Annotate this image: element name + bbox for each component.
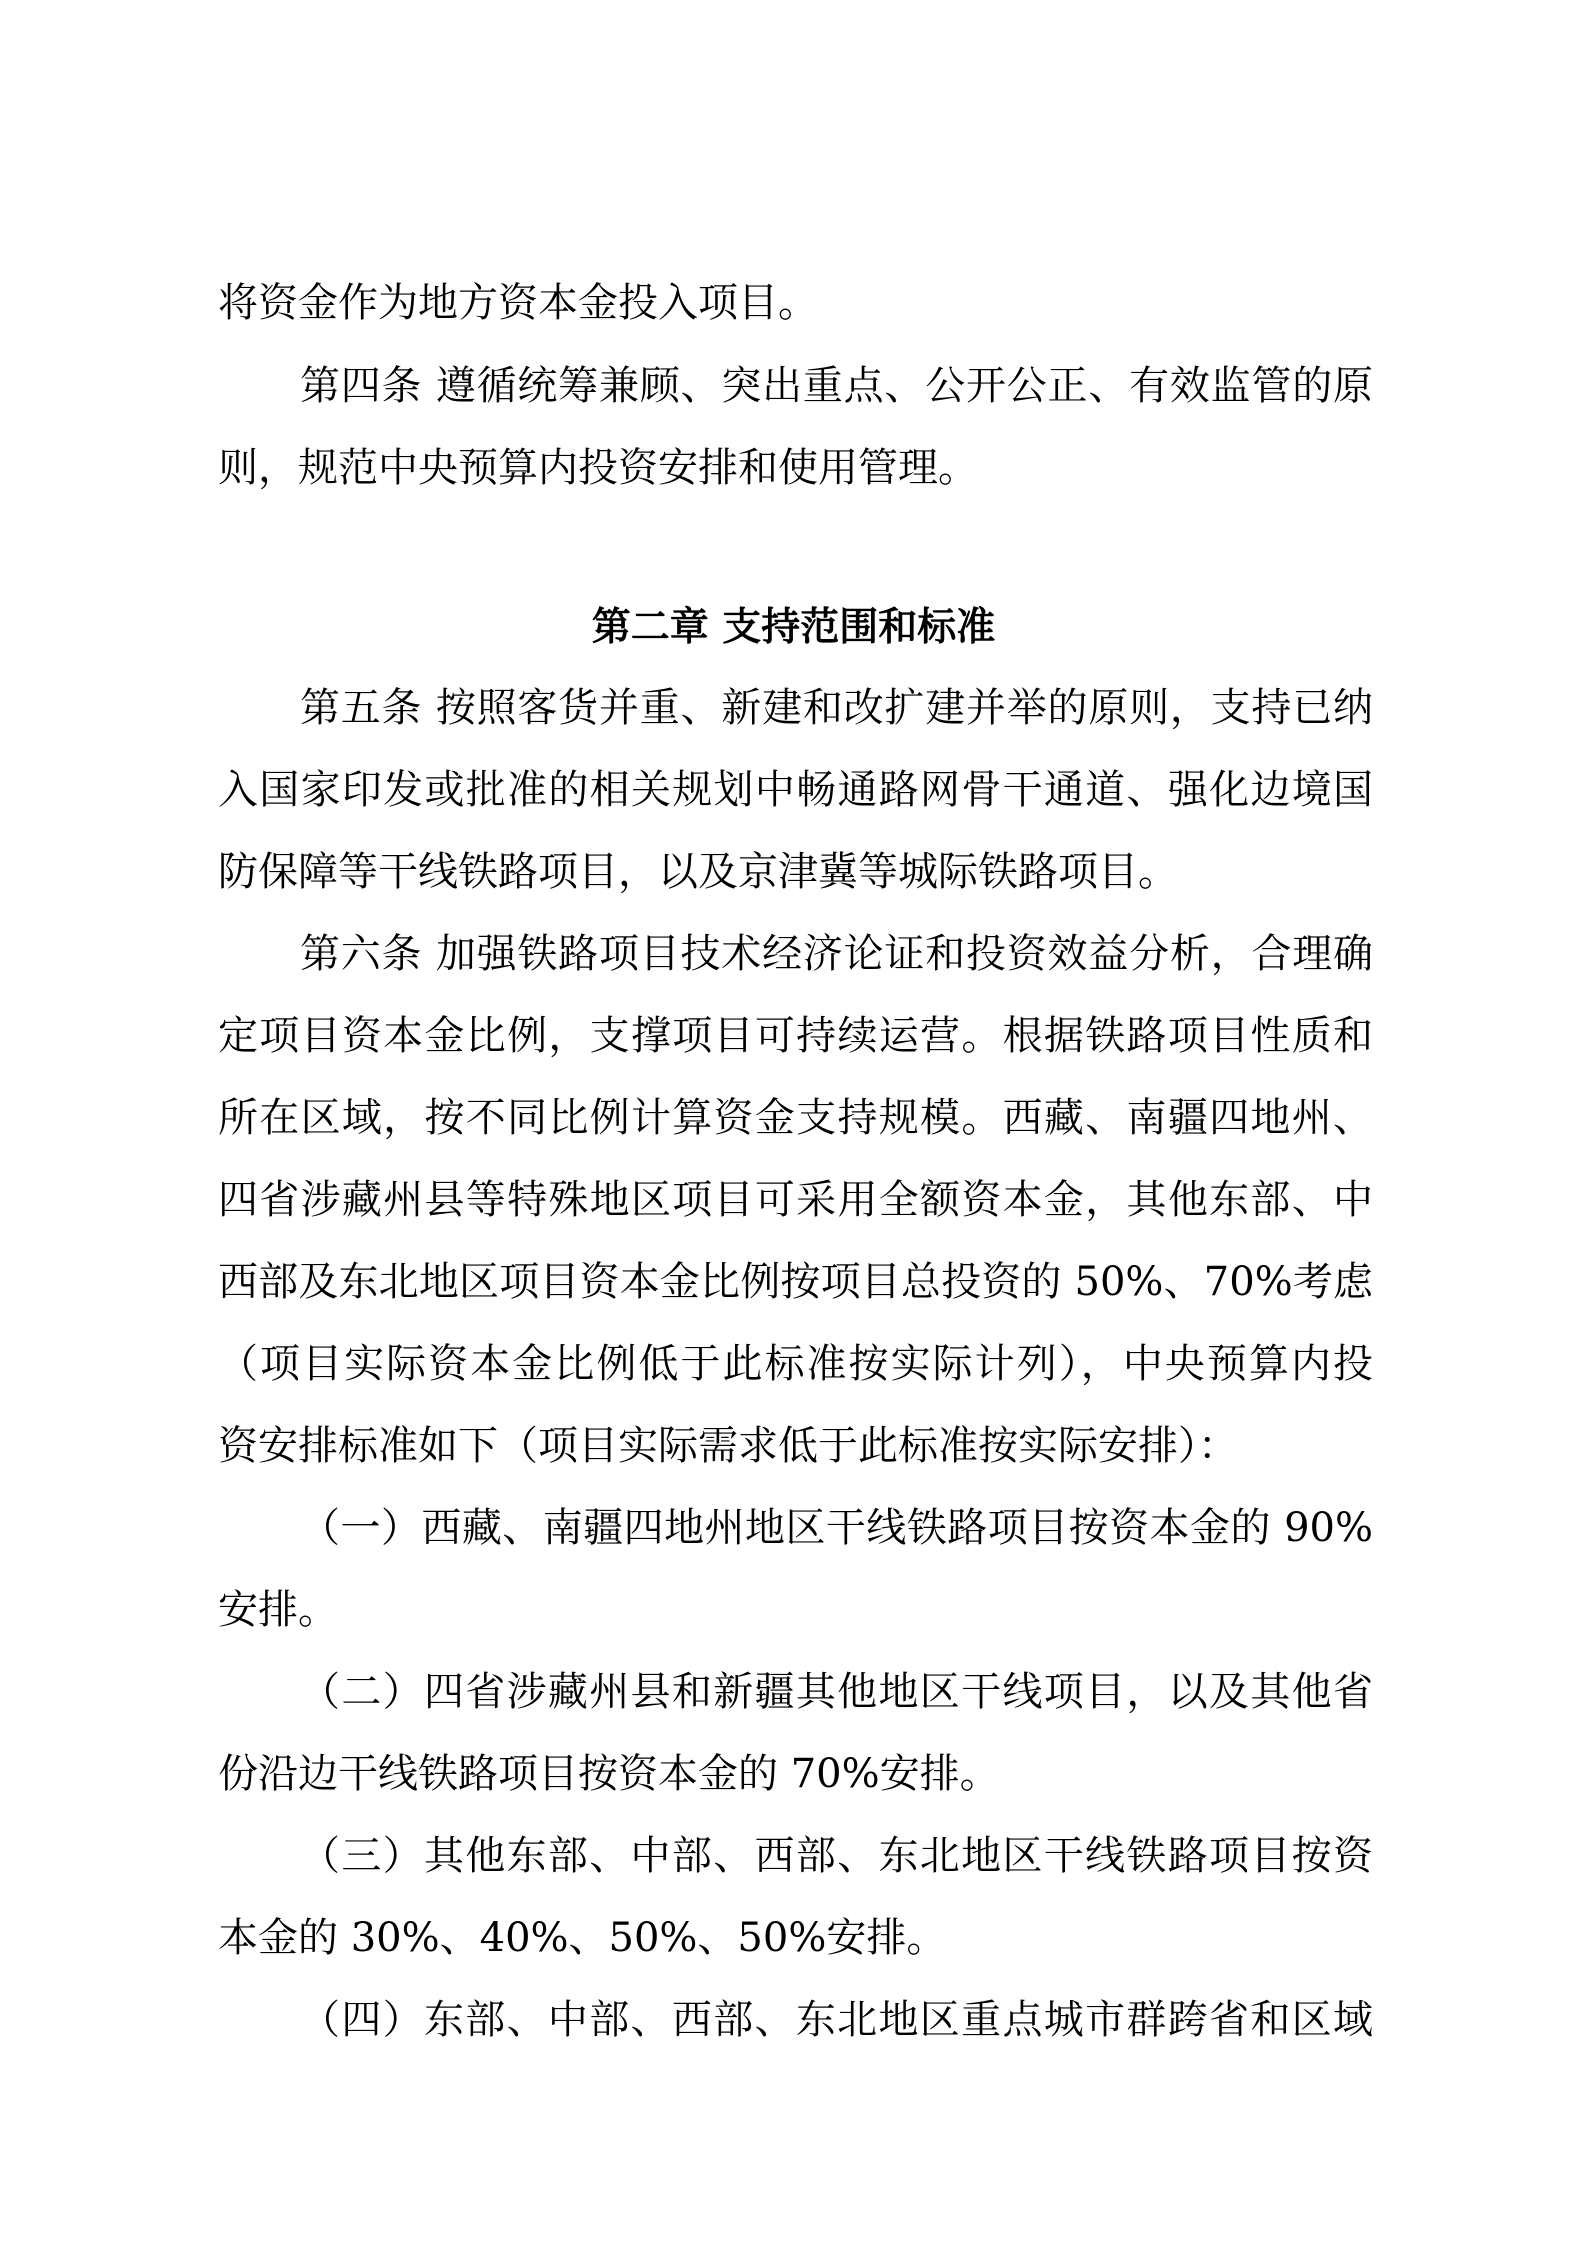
article-6-line-7: 资安排标准如下（项目实际需求低于此标准按实际安排）： <box>218 1423 1238 1469</box>
item-3-line-1: （三）其他东部、中部、西部、东北地区干线铁路项目按资 <box>300 1833 1373 1879</box>
item-4-line-1: （四）东部、中部、西部、东北地区重点城市群跨省和区域 <box>300 1997 1373 2043</box>
article-5-line-1: 第五条 按照客货并重、新建和改扩建并举的原则，支持已纳 <box>300 685 1373 731</box>
article-6-line-6: （项目实际资本金比例低于此标准按实际计列），中央预算内投 <box>218 1341 1373 1387</box>
article-4-line-2: 则，规范中央预算内投资安排和使用管理。 <box>218 445 978 491</box>
article-6-line-5: 西部及东北地区项目资本金比例按项目总投资的 50%、70%考虑 <box>218 1259 1373 1305</box>
chapter-heading: 第二章 支持范围和标准 <box>591 605 996 650</box>
item-3-line-2: 本金的 30%、40%、50%、50%安排。 <box>218 1915 947 1961</box>
article-6-line-3: 所在区域，按不同比例计算资金支持规模。西藏、南疆四地州、 <box>218 1095 1373 1141</box>
article-5-line-3: 防保障等干线铁路项目，以及京津冀等城际铁路项目。 <box>218 849 1178 895</box>
item-1-line-2: 安排。 <box>218 1587 338 1633</box>
article-5-line-2: 入国家印发或批准的相关规划中畅通路网骨干通道、强化边境国 <box>218 767 1373 813</box>
article-6-line-4: 四省涉藏州县等特殊地区项目可采用全额资本金，其他东部、中 <box>218 1177 1373 1223</box>
article-4-line-1: 第四条 遵循统筹兼顾、突出重点、公开公正、有效监管的原 <box>300 363 1373 409</box>
item-2-line-1: （二）四省涉藏州县和新疆其他地区干线项目，以及其他省 <box>300 1669 1373 1715</box>
article-6-line-2: 定项目资本金比例，支撑项目可持续运营。根据铁路项目性质和 <box>218 1013 1373 1059</box>
item-2-line-2: 份沿边干线铁路项目按资本金的 70%安排。 <box>218 1751 1000 1797</box>
item-1-line-1: （一）西藏、南疆四地州地区干线铁路项目按资本金的 90% <box>300 1505 1373 1551</box>
paragraph-line: 将资金作为地方资本金投入项目。 <box>218 280 818 326</box>
article-6-line-1: 第六条 加强铁路项目技术经济论证和投资效益分析，合理确 <box>300 931 1373 977</box>
